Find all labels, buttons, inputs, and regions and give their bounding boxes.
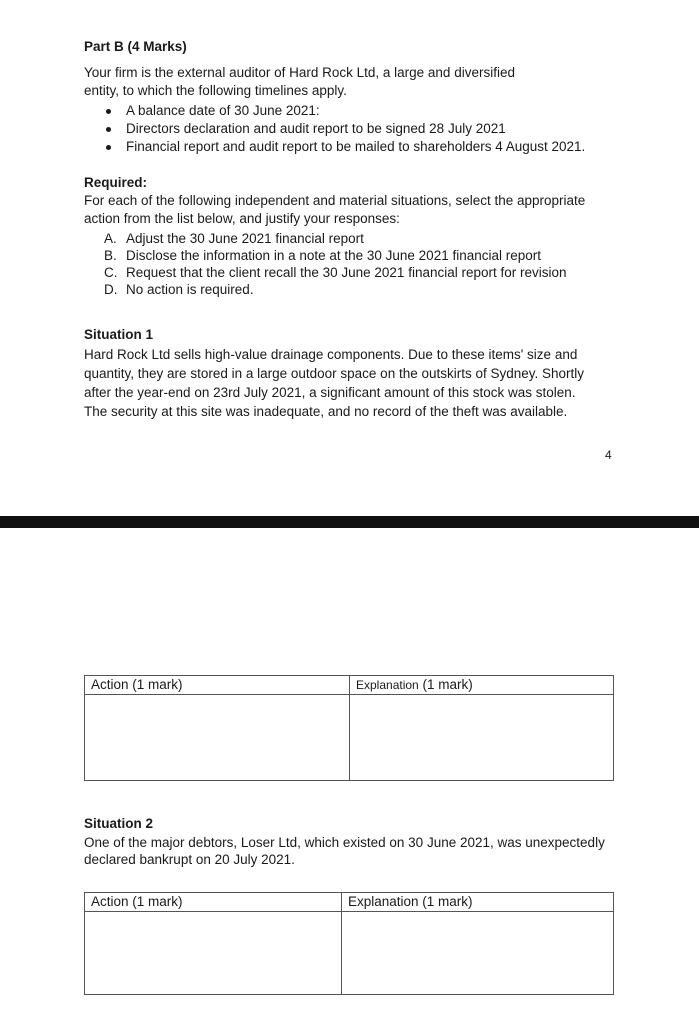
situation2-text	[84, 834, 644, 868]
page-divider	[0, 516, 699, 528]
situation1-line: after the year-end on 23rd July 2021, a significant amount of this stock was stolen.	[84, 385, 576, 400]
option-item	[104, 247, 624, 264]
option-item	[104, 230, 624, 247]
required-line: action from the list below, and justify your responses:	[84, 211, 400, 226]
page-lower	[0, 528, 699, 1024]
action-answer-cell[interactable]	[85, 695, 350, 781]
option-item	[104, 264, 624, 281]
option-text: Request that the client recall the 30 June 2021 financial report for revision	[126, 265, 567, 280]
action-header: Action (1 mark)	[85, 676, 350, 695]
action-options-list	[104, 230, 624, 298]
intro-paragraph	[84, 64, 624, 100]
required-heading: Required:	[84, 175, 148, 190]
page-number: 4	[605, 448, 612, 462]
timeline-list	[104, 102, 624, 156]
situation2-heading: Situation 2	[84, 816, 154, 831]
option-key: B.	[104, 248, 117, 263]
explanation-mark: (1 mark)	[418, 677, 473, 692]
situation1-line: The security at this site was inadequate, and no record of the theft was available.	[84, 404, 568, 419]
situation1-heading: Situation 1	[84, 327, 154, 342]
required-line: For each of the following independent and material situations, select the appropriate	[84, 193, 586, 208]
part-title: Part B (4 Marks)	[84, 39, 187, 54]
timeline-item: A balance date of 30 June 2021:	[104, 102, 624, 120]
option-key: A.	[104, 231, 117, 246]
situation1-line: Hard Rock Ltd sells high-value drainage components. Due to these items' size and	[84, 347, 578, 362]
option-text: No action is required.	[126, 282, 254, 297]
option-text: Adjust the 30 June 2021 financial report	[126, 231, 364, 246]
situation1-answer-table	[84, 675, 614, 781]
action-header: Action (1 mark)	[85, 893, 342, 912]
situation2-answer-table	[84, 892, 614, 995]
situation2-line: declared bankrupt on 20 July 2021.	[84, 852, 295, 867]
intro-line: Your firm is the external auditor of Hard Rock Ltd, a large and diversified	[84, 65, 515, 80]
situation2-line: One of the major debtors, Loser Ltd, which existed on 30 June 2021, was unexpectedly	[84, 835, 605, 850]
explanation-answer-cell[interactable]	[350, 695, 614, 781]
explanation-word: Explanation	[356, 678, 419, 692]
timeline-item: Directors declaration and audit report to be signed 28 July 2021	[104, 120, 624, 138]
action-answer-cell[interactable]	[85, 912, 342, 995]
explanation-header: Explanation (1 mark)	[342, 893, 614, 912]
option-key: C.	[104, 265, 118, 280]
option-item	[104, 281, 624, 298]
situation1-line: quantity, they are stored in a large outdoor space on the outskirts of Sydney. Shortly	[84, 366, 585, 381]
explanation-answer-cell[interactable]	[342, 912, 614, 995]
explanation-header	[350, 676, 614, 695]
option-text: Disclose the information in a note at the 30 June 2021 financial report	[126, 248, 542, 263]
timeline-item: Financial report and audit report to be mailed to shareholders 4 August 2021.	[104, 138, 624, 156]
situation1-text	[84, 345, 624, 421]
required-text	[84, 192, 624, 228]
option-key: D.	[104, 282, 118, 297]
intro-line: entity, to which the following timelines apply.	[84, 83, 347, 98]
